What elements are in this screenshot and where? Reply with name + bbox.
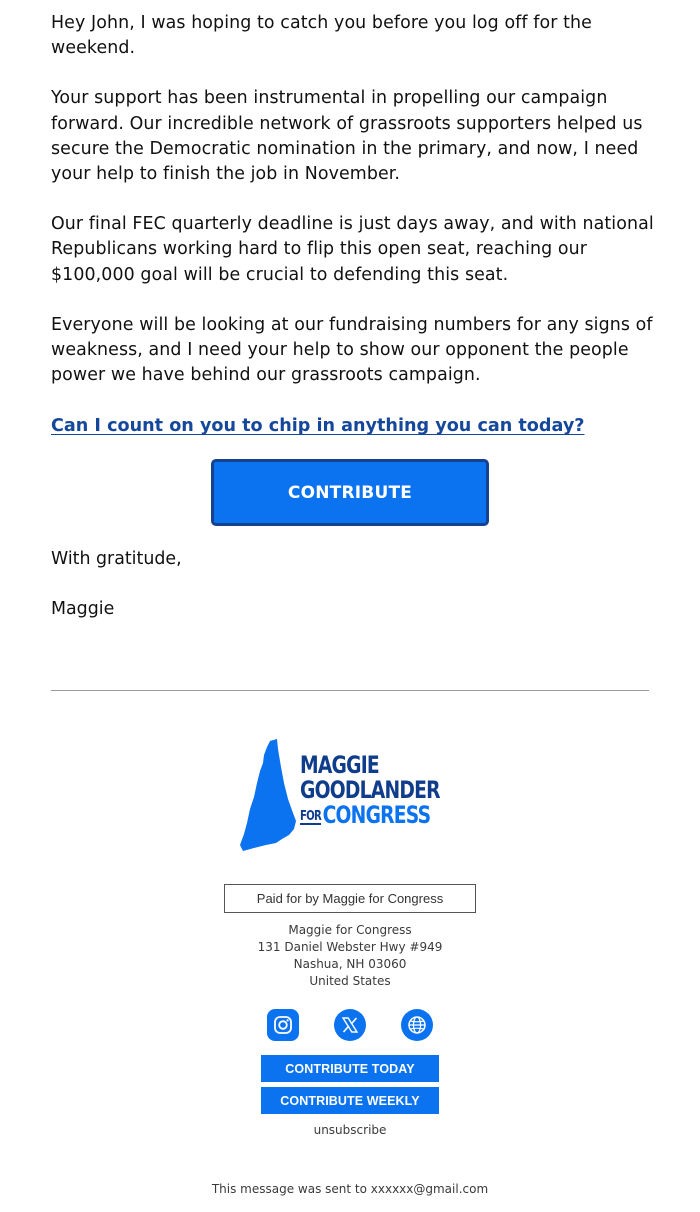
address-country: United States — [309, 974, 391, 988]
address-city: Nashua, NH 03060 — [293, 957, 407, 971]
instagram-glyph-icon — [273, 1015, 293, 1035]
section-divider — [51, 690, 649, 691]
body-paragraph-deadline: Our final FEC quarterly deadline is just days away, and with national Republicans working hard to flip this open seat, reaching our $100,000 goal will be crucial to defending this seat. — [51, 214, 654, 285]
body-paragraph-numbers: Everyone will be looking at our fundraising numbers for any signs of weakness, and I need your help to show our opponent the people power we have behind our grassroots campaign. — [51, 314, 653, 386]
body-paragraph-support: Your support has been instrumental in propelling our campaign forward. Our incredible network of grassroots supporters helped us secure the Democratic nomination in the primary, and now, I need your help to finish the job in November. — [51, 88, 643, 185]
address-org: Maggie for Congress — [288, 923, 412, 937]
signature-name: Maggie — [51, 599, 115, 619]
logo-wordmark — [300, 753, 465, 828]
greeting-paragraph: Hey John, I was hoping to catch you before you log off for the weekend. — [51, 13, 592, 59]
contribute-weekly-button[interactable]: CONTRIBUTE WEEKLY — [261, 1087, 439, 1114]
website-globe-icon[interactable] — [401, 1009, 433, 1041]
paid-for-disclaimer: Paid for by Maggie for Congress — [224, 884, 476, 913]
contribute-today-button[interactable]: CONTRIBUTE TODAY — [261, 1055, 439, 1082]
contribute-button[interactable]: CONTRIBUTE — [211, 459, 489, 526]
logo-line-congress — [300, 803, 429, 828]
cta-container — [211, 459, 489, 526]
chip-in-link[interactable]: Can I count on you to chip in anything you can today? — [51, 416, 585, 437]
closing-text: With gratitude, — [51, 549, 182, 569]
mailing-address — [200, 922, 500, 990]
globe-glyph-icon — [407, 1015, 427, 1035]
logo-congress: CONGRESS — [322, 801, 431, 829]
instagram-icon[interactable] — [267, 1009, 299, 1041]
logo-line-last-name: GOODLANDER — [300, 776, 440, 804]
unsubscribe-link[interactable]: unsubscribe — [313, 1123, 387, 1137]
campaign-logo — [240, 739, 460, 851]
logo-line-first: MAGGIE — [300, 751, 379, 779]
address-street: 131 Daniel Webster Hwy #949 — [257, 940, 443, 954]
x-twitter-icon[interactable] — [334, 1009, 366, 1041]
new-hampshire-map-icon — [240, 739, 296, 851]
x-glyph-icon — [341, 1016, 359, 1034]
sent-to-notice: This message was sent to xxxxxx@gmail.com — [211, 1182, 489, 1196]
logo-for: FOR — [300, 809, 322, 824]
email-body — [51, 11, 655, 439]
